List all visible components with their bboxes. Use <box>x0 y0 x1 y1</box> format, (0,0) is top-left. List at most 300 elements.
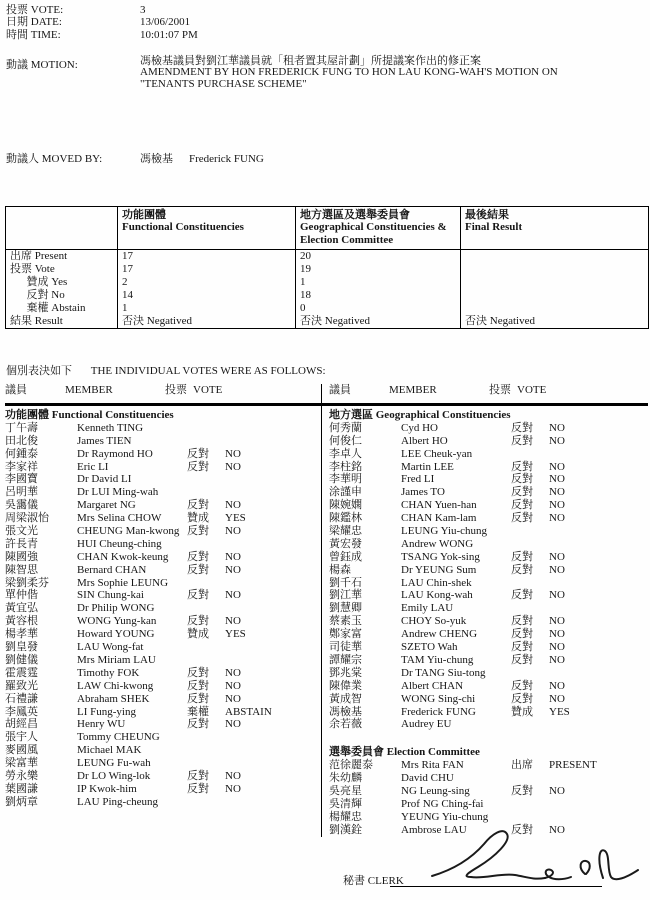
member-row <box>5 731 321 744</box>
member-row <box>5 641 321 654</box>
member-vote-zh <box>511 577 549 590</box>
member-row <box>329 641 648 654</box>
member-en-header: MEMBER <box>65 384 113 396</box>
member-name-en: TAM Yiu-chung <box>401 653 474 666</box>
member-vote-en: NO <box>225 679 241 692</box>
mover-name-en: Frederick FUNG <box>189 153 264 165</box>
member-row <box>329 448 648 461</box>
member-vote-zh: 反對 <box>187 769 209 782</box>
member-name-zh: 胡經昌 <box>5 718 38 731</box>
member-vote-zh: 贊成 <box>511 705 533 718</box>
member-vote-zh <box>511 718 549 731</box>
member-vote-en: YES <box>225 628 246 641</box>
member-name-zh: 李卓人 <box>329 447 362 460</box>
member-name-en: LAU Kong-wah <box>401 589 473 602</box>
vote-zh-header: 投票 <box>165 384 187 396</box>
summary-row-label: 反對 No <box>10 289 65 302</box>
member-vote-en: YES <box>225 512 246 525</box>
member-row <box>329 602 648 615</box>
mover-name-zh: 馮檢基 <box>140 153 173 165</box>
member-vote-en <box>549 718 648 731</box>
summary-final-value <box>461 302 649 315</box>
member-name-zh: 劉漢銓 <box>329 823 362 836</box>
member-name-en: LEUNG Yiu-chung <box>401 525 488 538</box>
member-row <box>5 706 321 719</box>
summary-row-label: 出席 Present <box>10 249 68 262</box>
member-name-en: Mrs Rita FAN <box>401 759 464 772</box>
member-row <box>5 551 321 564</box>
member-name-en: Dr David LI <box>77 473 132 486</box>
member-vote-en <box>225 435 321 448</box>
member-row <box>329 512 648 525</box>
member-vote-en: NO <box>225 550 241 563</box>
member-vote-zh <box>511 811 549 824</box>
meta-row <box>6 4 346 16</box>
member-name-en: Dr Philip WONG <box>77 602 155 615</box>
member-vote-en: NO <box>549 692 565 705</box>
member-name-zh: 葉國謙 <box>5 782 38 795</box>
meta-value: 13/06/2001 <box>140 16 191 29</box>
member-name-zh: 鄧兆棠 <box>329 666 362 679</box>
clerk-label: 秘書 CLERK <box>343 875 404 887</box>
member-name-en: James TO <box>401 486 445 499</box>
member-name-en: Frederick FUNG <box>401 705 476 718</box>
member-name-zh: 范徐麗泰 <box>329 759 373 772</box>
member-vote-zh: 反對 <box>511 615 533 628</box>
member-vote-zh: 反對 <box>187 460 209 473</box>
member-name-en: YEUNG Yiu-chung <box>401 810 489 823</box>
meta-label: 投票 VOTE: <box>6 4 64 16</box>
member-row <box>329 525 648 538</box>
member-name-zh: 劉健儀 <box>5 653 38 666</box>
member-zh-header: 議員 <box>329 384 351 396</box>
member-name-zh: 吳靄儀 <box>5 499 38 512</box>
member-en-header: MEMBER <box>389 384 437 396</box>
summary-row <box>6 302 649 315</box>
member-row <box>5 525 321 538</box>
member-vote-en <box>549 811 648 824</box>
member-vote-en <box>225 654 321 667</box>
member-name-zh: 丁午壽 <box>5 421 38 434</box>
member-vote-en: NO <box>225 525 241 538</box>
summary-final-value <box>461 289 649 302</box>
summary-header-en: Geographical Constituencies & Election Committee <box>300 221 447 246</box>
member-name-en: Andrew CHENG <box>401 628 478 641</box>
member-name-en: IP Kwok-him <box>77 782 137 795</box>
member-vote-en: NO <box>549 486 565 499</box>
member-name-en: CHAN Kam-lam <box>401 512 477 525</box>
member-vote-en: NO <box>549 460 565 473</box>
member-vote-zh <box>511 602 549 615</box>
member-vote-en <box>549 577 648 590</box>
functional-rows <box>5 422 321 809</box>
header-rule <box>5 403 648 406</box>
member-vote-zh: 反對 <box>511 460 533 473</box>
member-name-zh: 陳鑑林 <box>329 512 362 525</box>
member-vote-en <box>225 602 321 615</box>
individual-votes-title <box>6 362 326 378</box>
member-name-en: Martin LEE <box>401 460 454 473</box>
member-row <box>329 680 648 693</box>
member-vote-en: NO <box>225 782 241 795</box>
member-name-zh: 余若薇 <box>329 718 362 731</box>
member-row <box>5 770 321 783</box>
member-vote-zh: 反對 <box>187 679 209 692</box>
member-name-zh: 司徒華 <box>329 641 362 654</box>
member-name-en: Howard YOUNG <box>77 628 155 641</box>
member-row <box>329 785 648 798</box>
member-row <box>329 615 648 628</box>
summary-gc-value: 19 <box>296 263 461 276</box>
member-vote-zh: 反對 <box>187 718 209 731</box>
summary-row-label: 投票 Vote <box>10 262 55 275</box>
member-vote-en: NO <box>549 679 565 692</box>
member-vote-zh <box>187 538 225 551</box>
member-vote-en: NO <box>225 666 241 679</box>
member-name-en: LI Fung-ying <box>77 705 136 718</box>
moved-by-block <box>6 150 506 166</box>
member-vote-zh: 反對 <box>511 563 533 576</box>
summary-gc-value: 0 <box>296 302 461 315</box>
member-vote-zh <box>187 435 225 448</box>
member-name-en: SIN Chung-kai <box>77 589 144 602</box>
member-row <box>329 654 648 667</box>
member-name-zh: 劉江華 <box>329 589 362 602</box>
member-row <box>329 798 648 811</box>
member-name-zh: 朱幼麟 <box>329 772 362 785</box>
summary-table <box>5 206 649 329</box>
summary-row <box>6 249 649 263</box>
member-vote-zh: 反對 <box>511 679 533 692</box>
member-name-zh: 劉千石 <box>329 576 362 589</box>
summary-gc-value: 18 <box>296 289 461 302</box>
member-name-en: WONG Sing-chi <box>401 692 476 705</box>
member-row <box>5 667 321 680</box>
member-vote-zh: 反對 <box>511 784 533 797</box>
member-vote-zh <box>187 473 225 486</box>
member-name-zh: 楊孝華 <box>5 628 38 641</box>
member-name-zh: 陳智思 <box>5 563 38 576</box>
section-title-election-committee: 選舉委員會 Election Committee <box>329 746 480 759</box>
summary-fc-value: 17 <box>118 249 296 263</box>
meta-value: 10:01:07 PM <box>140 28 198 41</box>
summary-header-zh: 地方選區及選舉委員會 <box>300 209 410 221</box>
member-vote-en: NO <box>549 784 565 797</box>
member-row <box>5 538 321 551</box>
member-name-en: Bernard CHAN <box>77 563 147 576</box>
member-vote-en <box>225 796 321 809</box>
member-vote-en: NO <box>549 615 565 628</box>
member-name-en: LAU Ping-cheung <box>77 795 158 808</box>
member-row <box>5 654 321 667</box>
summary-fc-value: 17 <box>118 263 296 276</box>
member-row <box>5 602 321 615</box>
summary-header-cell <box>118 207 296 250</box>
member-name-zh: 黃宏發 <box>329 537 362 550</box>
member-row <box>329 589 648 602</box>
member-name-zh: 許長青 <box>5 537 38 550</box>
member-name-en: WONG Yung-kan <box>77 615 157 628</box>
member-vote-zh <box>187 602 225 615</box>
member-vote-en <box>225 473 321 486</box>
summary-fc-value: 2 <box>118 276 296 289</box>
summary-header-cell <box>461 207 649 250</box>
member-name-zh: 曾鈺成 <box>329 550 362 563</box>
summary-final-value <box>461 249 649 263</box>
member-name-zh: 勞永樂 <box>5 769 38 782</box>
member-zh-header: 議員 <box>5 384 27 396</box>
member-row <box>329 706 648 719</box>
functional-constituencies-column <box>5 384 321 809</box>
member-name-zh: 何秀蘭 <box>329 421 362 434</box>
member-name-zh: 陳婉嫻 <box>329 499 362 512</box>
member-row <box>329 473 648 486</box>
member-row <box>5 577 321 590</box>
member-vote-en: ABSTAIN <box>225 705 272 718</box>
member-name-zh: 何鍾泰 <box>5 447 38 460</box>
member-name-en: SZETO Wah <box>401 641 458 654</box>
member-name-zh: 劉慧卿 <box>329 602 362 615</box>
member-name-zh: 李家祥 <box>5 460 38 473</box>
member-name-zh: 梁富華 <box>5 757 38 770</box>
member-row <box>329 461 648 474</box>
member-vote-en <box>549 538 648 551</box>
member-vote-en: NO <box>549 628 565 641</box>
member-vote-zh <box>187 486 225 499</box>
member-row <box>5 473 321 486</box>
summary-header-zh: 最後結果 <box>465 209 509 221</box>
summary-gc-value: 否決 Negatived <box>296 315 461 329</box>
member-vote-en <box>225 744 321 757</box>
summary-row-label: 結果 Result <box>10 315 63 328</box>
member-name-zh: 吳亮星 <box>329 784 362 797</box>
member-name-zh: 霍震霆 <box>5 666 38 679</box>
member-name-zh: 劉炳章 <box>5 795 38 808</box>
motion-line: AMENDMENT BY HON FREDERICK FUNG TO HON LAU KONG-WAH'S MOTION ON <box>140 66 558 79</box>
member-name-en: Andrew WONG <box>401 537 474 550</box>
member-vote-en <box>225 641 321 654</box>
member-row <box>329 422 648 435</box>
member-vote-en: NO <box>549 589 565 602</box>
member-vote-en: NO <box>549 823 565 836</box>
member-name-en: Fred LI <box>401 473 435 486</box>
member-row <box>5 589 321 602</box>
member-vote-zh: 反對 <box>511 641 533 654</box>
member-name-zh: 蔡素玉 <box>329 615 362 628</box>
member-vote-zh: 反對 <box>187 447 209 460</box>
member-name-en: Henry WU <box>77 718 126 731</box>
member-vote-zh <box>187 796 225 809</box>
member-row <box>5 499 321 512</box>
member-name-en: Emily LAU <box>401 602 454 615</box>
member-name-en: Albert CHAN <box>401 679 464 692</box>
member-vote-zh: 反對 <box>511 692 533 705</box>
member-name-zh: 劉皇發 <box>5 641 38 654</box>
member-vote-zh <box>187 641 225 654</box>
member-row <box>329 564 648 577</box>
member-name-en: James TIEN <box>77 434 132 447</box>
member-name-en: Prof NG Ching-fai <box>401 797 484 810</box>
member-vote-zh <box>187 757 225 770</box>
member-vote-en: NO <box>225 718 241 731</box>
member-row <box>5 564 321 577</box>
member-vote-en: NO <box>549 641 565 654</box>
member-name-zh: 黃宜弘 <box>5 602 38 615</box>
member-vote-zh: 反對 <box>187 615 209 628</box>
meta-row <box>6 16 346 28</box>
meta-label: 時間 TIME: <box>6 28 61 41</box>
member-name-en: Dr LO Wing-lok <box>77 769 151 782</box>
member-vote-en: NO <box>225 499 241 512</box>
member-row <box>329 693 648 706</box>
motion-text <box>140 56 646 90</box>
member-vote-en <box>549 448 648 461</box>
member-row <box>5 512 321 525</box>
member-vote-zh: 反對 <box>187 563 209 576</box>
member-vote-en <box>225 538 321 551</box>
member-name-en: CHOY So-yuk <box>401 615 467 628</box>
member-vote-zh: 反對 <box>187 499 209 512</box>
member-vote-en <box>549 525 648 538</box>
member-vote-en <box>225 731 321 744</box>
summary-final-value <box>461 276 649 289</box>
member-vote-en <box>549 667 648 680</box>
vote-en-header: VOTE <box>193 384 223 396</box>
moved-by-label: 動議人 MOVED BY: <box>6 153 103 165</box>
member-vote-zh <box>511 667 549 680</box>
summary-row-label: 贊成 Yes <box>10 276 68 289</box>
member-name-en: Mrs Sophie LEUNG <box>77 576 169 589</box>
individual-votes-table <box>5 384 648 837</box>
vote-en-header: VOTE <box>517 384 547 396</box>
member-name-en: HUI Cheung-ching <box>77 537 162 550</box>
member-vote-zh <box>511 538 549 551</box>
member-name-zh: 李國寶 <box>5 473 38 486</box>
member-name-zh: 楊森 <box>329 563 351 576</box>
member-name-en: Albert HO <box>401 434 448 447</box>
member-name-zh: 李華明 <box>329 473 362 486</box>
member-name-en: LAW Chi-kwong <box>77 679 154 692</box>
member-vote-zh: 反對 <box>187 782 209 795</box>
member-name-en: Michael MAK <box>77 744 142 757</box>
member-vote-zh: 反對 <box>511 550 533 563</box>
member-vote-en: NO <box>549 550 565 563</box>
individual-votes-title-en: THE INDIVIDUAL VOTES WERE AS FOLLOWS: <box>90 365 326 377</box>
summary-header-cell <box>296 207 461 250</box>
member-row <box>329 435 648 448</box>
member-row <box>5 448 321 461</box>
member-row <box>329 486 648 499</box>
meta-value: 3 <box>140 4 146 16</box>
member-vote-zh <box>187 422 225 435</box>
member-row <box>5 628 321 641</box>
member-name-en: Dr TANG Siu-tong <box>401 666 486 679</box>
member-row <box>5 680 321 693</box>
member-name-zh: 李柱銘 <box>329 460 362 473</box>
member-row <box>5 744 321 757</box>
member-name-zh: 石禮謙 <box>5 692 38 705</box>
column-headers <box>5 384 321 405</box>
member-vote-en <box>225 757 321 770</box>
member-name-zh: 譚耀宗 <box>329 653 362 666</box>
section-title-geographical: 地方選區 Geographical Constituencies <box>329 409 511 421</box>
member-name-en: CHAN Yuen-han <box>401 499 477 512</box>
section-gap <box>329 731 648 742</box>
member-name-en: Abraham SHEK <box>77 692 150 705</box>
member-name-zh: 黃容根 <box>5 615 38 628</box>
member-name-en: Cyd HO <box>401 421 438 434</box>
member-row <box>5 615 321 628</box>
summary-gc-value: 20 <box>296 249 461 263</box>
member-row <box>329 772 648 785</box>
member-vote-zh: 反對 <box>511 823 533 836</box>
member-row <box>329 811 648 824</box>
member-row <box>5 461 321 474</box>
summary-header-empty <box>6 207 118 250</box>
meta-row <box>6 29 346 41</box>
member-row <box>329 499 648 512</box>
member-name-en: Audrey EU <box>401 718 452 731</box>
member-vote-zh: 出席 <box>511 759 533 772</box>
summary-row <box>6 289 649 302</box>
member-vote-zh: 贊成 <box>187 628 209 641</box>
member-vote-en <box>225 577 321 590</box>
member-row <box>5 757 321 770</box>
member-vote-en <box>549 602 648 615</box>
member-name-en: David CHU <box>401 772 454 785</box>
member-vote-zh: 贊成 <box>187 512 209 525</box>
summary-row <box>6 263 649 276</box>
member-vote-zh: 反對 <box>187 692 209 705</box>
member-vote-en: PRESENT <box>549 759 597 772</box>
member-name-en: TSANG Yok-sing <box>401 550 480 563</box>
member-row <box>329 551 648 564</box>
member-vote-zh: 反對 <box>511 499 533 512</box>
member-name-zh: 田北俊 <box>5 434 38 447</box>
member-name-zh: 何俊仁 <box>329 434 362 447</box>
summary-fc-value: 1 <box>118 302 296 315</box>
member-name-zh: 張文光 <box>5 525 38 538</box>
member-vote-en: NO <box>225 460 241 473</box>
summary-fc-value: 否決 Negatived <box>118 315 296 329</box>
geographical-column <box>321 384 648 837</box>
summary-row-label: 棄權 Abstain <box>10 302 86 315</box>
member-vote-zh <box>187 731 225 744</box>
member-name-zh: 單仲偕 <box>5 589 38 602</box>
member-vote-zh: 反對 <box>187 589 209 602</box>
member-vote-en: NO <box>549 434 565 447</box>
member-vote-en <box>549 798 648 811</box>
member-row <box>5 486 321 499</box>
member-name-en: Timothy FOK <box>77 666 140 679</box>
member-name-en: Dr LUI Ming-wah <box>77 486 159 499</box>
member-row <box>5 796 321 809</box>
summary-gc-value: 1 <box>296 276 461 289</box>
member-name-en: Margaret NG <box>77 499 136 512</box>
motion-line: 馮檢基議員對劉江華議員就「租者置其屋計劃」所提議案作出的修正案 <box>140 55 481 67</box>
member-vote-en: NO <box>225 447 241 460</box>
summary-final-value <box>461 263 649 276</box>
member-row <box>329 577 648 590</box>
member-vote-zh: 反對 <box>511 653 533 666</box>
clerk-signature-line <box>390 886 602 887</box>
member-vote-zh: 反對 <box>187 550 209 563</box>
member-vote-en: NO <box>549 512 565 525</box>
summary-header-en: Final Result <box>465 221 523 234</box>
meta-label: 日期 DATE: <box>6 16 62 29</box>
member-vote-en: NO <box>549 473 565 486</box>
vote-zh-header: 投票 <box>489 384 511 396</box>
